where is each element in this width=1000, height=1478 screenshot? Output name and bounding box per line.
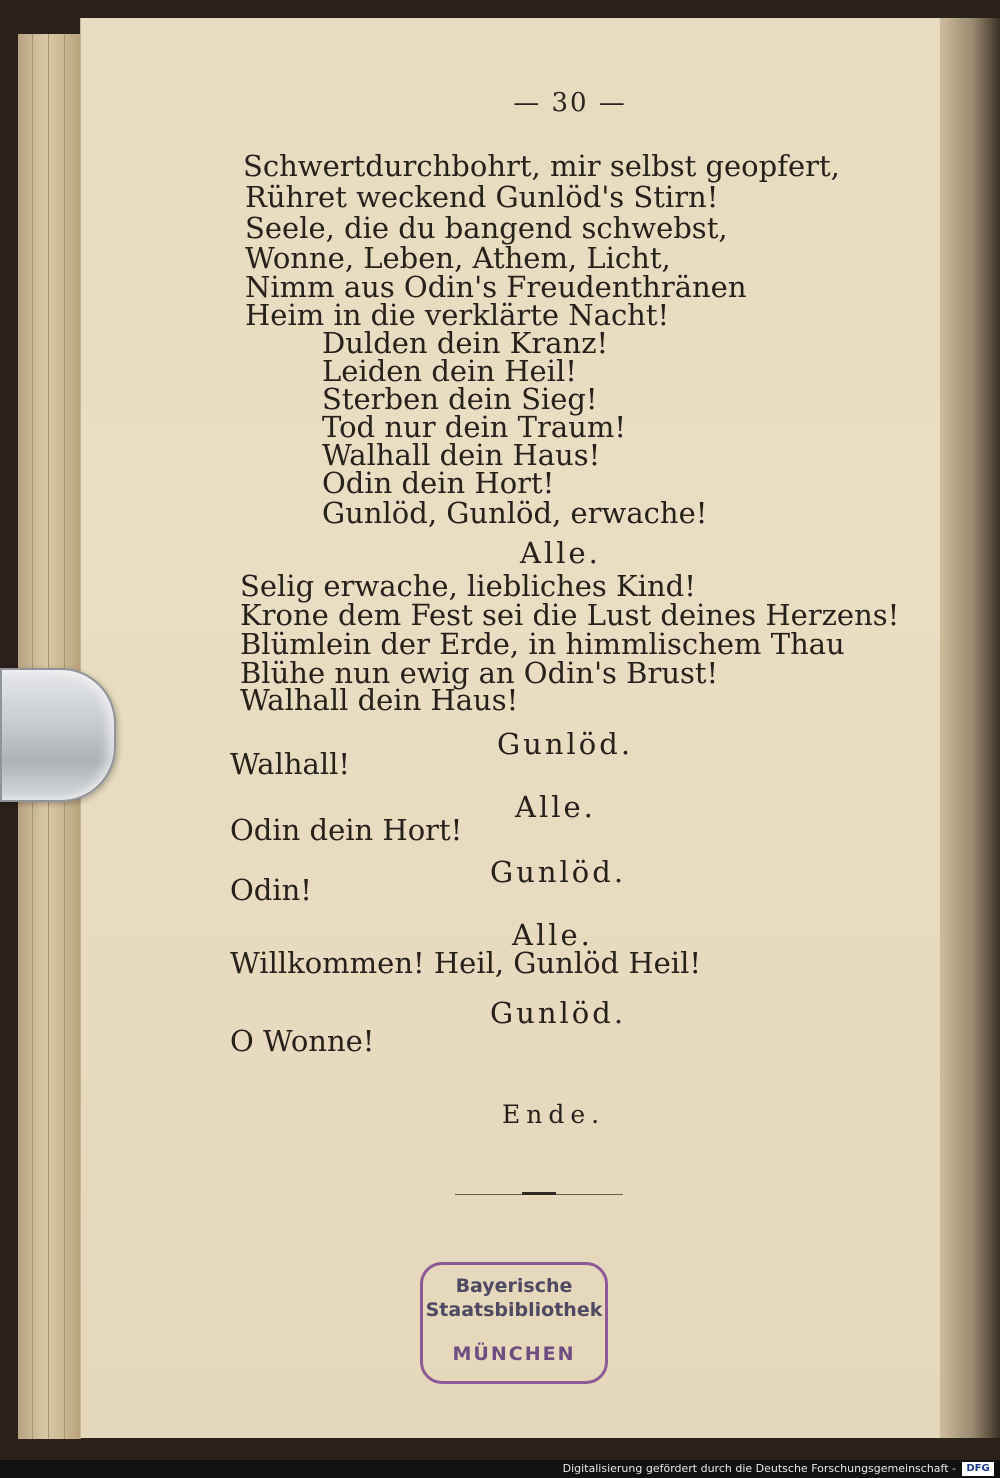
- verse-line: Nimm aus Odin's Freudenthränen: [245, 270, 747, 304]
- verse-line: Walhall dein Haus!: [322, 438, 601, 472]
- verse-line: Odin dein Hort!: [322, 466, 555, 500]
- chorus-line: Blümlein der Erde, in himmlischem Thau: [240, 627, 845, 661]
- chorus-line: Krone dem Fest sei die Lust deines Herzens!: [240, 598, 900, 632]
- stamp-line: Staatsbibliothek: [425, 1299, 603, 1321]
- verse-line: Schwertdurchbohrt, mir selbst geopfert,: [243, 149, 840, 183]
- speaker-gunloed: Gunlöd.: [490, 996, 627, 1030]
- verse-line: Sterben dein Sieg!: [322, 382, 598, 416]
- digitization-footer: Digitalisierung gefördert durch die Deutsche Forschungsgemeinschaft -: [0, 1460, 1000, 1478]
- end-marker: Ende.: [502, 1100, 606, 1129]
- verse-line: Wonne, Leben, Athem, Licht,: [245, 241, 671, 275]
- verse-line: Seele, die du bangend schwebst,: [245, 211, 728, 245]
- dialogue-line: O Wonne!: [230, 1024, 375, 1058]
- stamp-line: Bayerische: [455, 1275, 573, 1297]
- speaker-gunloed: Gunlöd.: [490, 855, 627, 889]
- page-number: — 30 —: [513, 88, 627, 118]
- dfg-logo: DFG: [962, 1462, 994, 1476]
- end-rule-thick: [522, 1192, 556, 1195]
- verse-line: Dulden dein Kranz!: [322, 326, 609, 360]
- chorus-line: Selig erwache, liebliches Kind!: [240, 569, 696, 603]
- stamp-line: MÜNCHEN: [452, 1343, 576, 1365]
- page-clip: [0, 668, 116, 802]
- speaker-alle: Alle.: [512, 918, 593, 952]
- speaker-gunloed: Gunlöd.: [497, 727, 634, 761]
- library-stamp: [420, 1262, 608, 1384]
- chorus-line: Blühe nun ewig an Odin's Brust!: [240, 656, 719, 690]
- speaker-alle: Alle.: [520, 536, 601, 570]
- verse-line: Tod nur dein Traum!: [322, 410, 626, 444]
- speaker-alle: Alle.: [515, 790, 596, 824]
- chorus-line: Walhall dein Haus!: [240, 683, 519, 717]
- dialogue-line: Odin dein Hort!: [230, 813, 463, 847]
- dialogue-line: Walhall!: [230, 747, 351, 781]
- dialogue-line: Odin!: [230, 873, 312, 907]
- verse-line: Heim in die verklärte Nacht!: [245, 298, 670, 332]
- dialogue-line: Willkommen! Heil, Gunlöd Heil!: [230, 946, 701, 980]
- verse-line: Rühret weckend Gunlöd's Stirn!: [245, 180, 719, 214]
- verse-line: Leiden dein Heil!: [322, 354, 577, 388]
- bleed-through: [840, 150, 950, 1150]
- verse-line: Gunlöd, Gunlöd, erwache!: [322, 496, 708, 530]
